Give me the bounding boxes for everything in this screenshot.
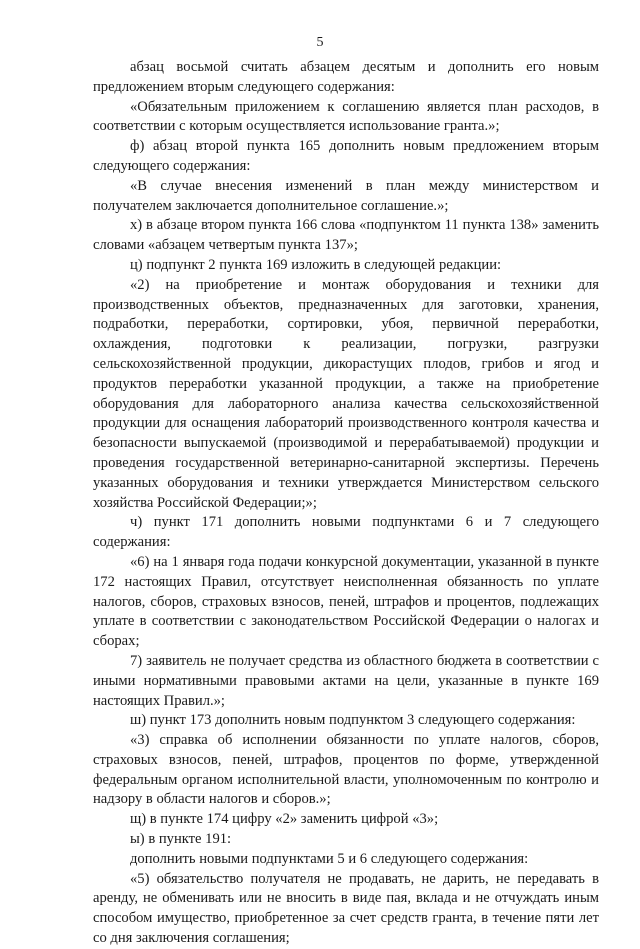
page-number: 5 bbox=[316, 35, 324, 50]
paragraph: «Обязательным приложением к соглашению является план расходов, в соответствии с которым осуществляется использование гранта.»; bbox=[93, 98, 599, 135]
paragraph: ы) в пункте 191: bbox=[130, 831, 232, 848]
paragraph: абзац восьмой считать абзацем десятым и дополнить его новым предложением вторым следующего содержания: bbox=[93, 59, 599, 95]
paragraph: дополнить новыми подпунктами 5 и 6 следующего содержания: bbox=[130, 850, 529, 867]
document-body bbox=[93, 58, 599, 949]
paragraph: х) в абзаце втором пункта 166 слова «подпунктом 11 пункта 138» заменить словами «абзацем четвертым пункта 137»; bbox=[93, 217, 599, 254]
paragraph: ц) подпункт 2 пункта 169 изложить в следующей редакции: bbox=[130, 256, 502, 273]
paragraph: 7) заявитель не получает средства из областного бюджета в соответствии с иными нормативными правовыми актами на цели, указанные в пункте 169 настоящих Правил.»; bbox=[93, 652, 599, 709]
paragraph: щ) в пункте 174 цифру «2» заменить цифрой «3»; bbox=[130, 811, 439, 828]
paragraph: «5) обязательство получателя не продавать, не дарить, не передавать в аренду, не обменивать или не вносить в виде пая, вклада и не отчуждать иным способом имущество, приобретенное за счет средств гранта, в течение пяти лет со дня заключения соглашения; bbox=[93, 870, 599, 947]
paragraph: ш) пункт 173 дополнить новым подпунктом 3 следующего содержания: bbox=[130, 712, 576, 729]
paragraph: ф) абзац второй пункта 165 дополнить новым предложением вторым следующего содержания: bbox=[93, 138, 599, 174]
paragraph: «В случае внесения изменений в план между министерством и получателем заключается дополнительное соглашение.»; bbox=[93, 177, 599, 214]
paragraph: «2) на приобретение и монтаж оборудования и техники для производственных объектов, предназначенных для заготовки, хранения, подработки, переработки, сортировки, убоя, первичной переработки, охлаждения, подготовки к реализации, погрузки, разгрузки сельскохозяйственной продукции, дикорастущих плодов, грибов и ягод и продуктов переработки указанной продукции, а также на приобретение оборудования для лабораторного анализа качества сельскохозяйственной продукции для оснащения лабораторий производственного контроля качества и безопасности выпускаемой (производимой и перерабатываемой) продукции и проведения государственной ветеринарно-санитарной экспертизы. Перечень указанных оборудования и техники утверждается Министерством сельского хозяйства Российской Федерации;»; bbox=[93, 276, 599, 511]
paragraph: «6) на 1 января года подачи конкурсной документации, указанной в пункте 172 настоящих Правил, отсутствует неисполненная обязанность по уплате налогов, сборов, страховых взносов, пеней, штрафов и процентов, подлежащих уплате в соответствии с законодательством Российской Федерации о налогах и сборах; bbox=[93, 553, 599, 650]
paragraph: «3) справка об исполнении обязанности по уплате налогов, сборов, страховых взносов, пеней, штрафов, процентов по форме, утвержденной федеральным органом исполнительной власти, уполномоченным по контролю и надзору в области налогов и сборов.»; bbox=[93, 732, 599, 808]
paragraph: ч) пункт 171 дополнить новыми подпунктами 6 и 7 следующего содержания: bbox=[93, 514, 599, 551]
